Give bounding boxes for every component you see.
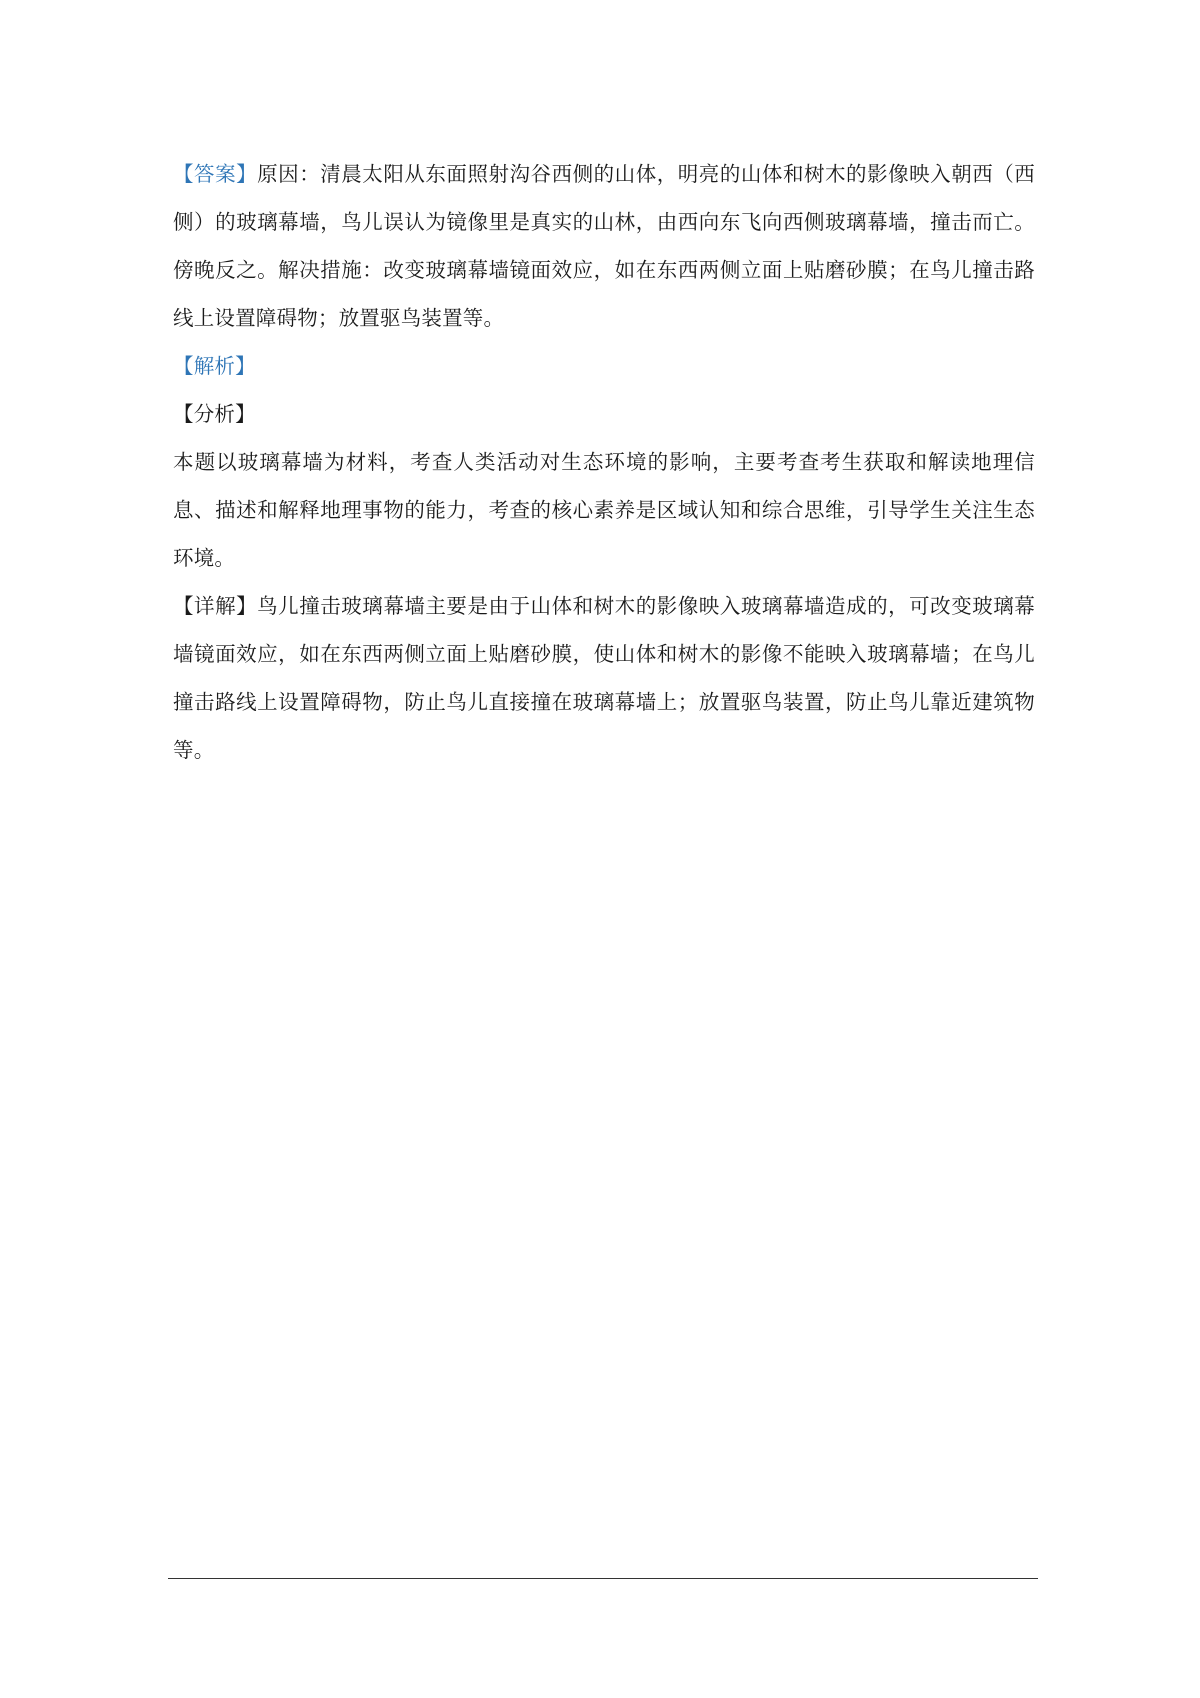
breakdown-paragraph [173,438,1035,582]
detail-tag: 【详解】 [173,594,258,618]
answer-text: 原因：清晨太阳从东面照射沟谷西侧的山体，明亮的山体和树木的影像映入朝西（西侧）的玻璃幕墙，鸟儿误认为镜像里是真实的山林，由西向东飞向西侧玻璃幕墙，撞击而亡。傍晚反之。解决措施：改变玻璃幕墙镜面效应，如在东西两侧立面上贴磨砂膜；在鸟儿撞击路线上设置障碍物；放置驱鸟装置等。 [173,162,1035,330]
detail-paragraph [173,582,1035,774]
answer-paragraph [173,150,1035,342]
breakdown-tag: 【分析】 [173,402,256,426]
breakdown-text: 本题以玻璃幕墙为材料，考查人类活动对生态环境的影响，主要考查考生获取和解读地理信息、描述和解释地理事物的能力，考查的核心素养是区域认知和综合思维，引导学生关注生态环境。 [173,450,1035,570]
analysis-tag: 【解析】 [173,354,256,378]
breakdown-heading [173,390,1035,438]
document-content [173,150,1035,774]
analysis-heading [173,342,1035,390]
footer-divider [168,1578,1038,1579]
answer-tag: 【答案】 [173,162,258,186]
detail-text: 鸟儿撞击玻璃幕墙主要是由于山体和树木的影像映入玻璃幕墙造成的，可改变玻璃幕墙镜面效应，如在东西两侧立面上贴磨砂膜，使山体和树木的影像不能映入玻璃幕墙；在鸟儿撞击路线上设置障碍物，防止鸟儿直接撞在玻璃幕墙上；放置驱鸟装置，防止鸟儿靠近建筑物等。 [173,594,1035,762]
